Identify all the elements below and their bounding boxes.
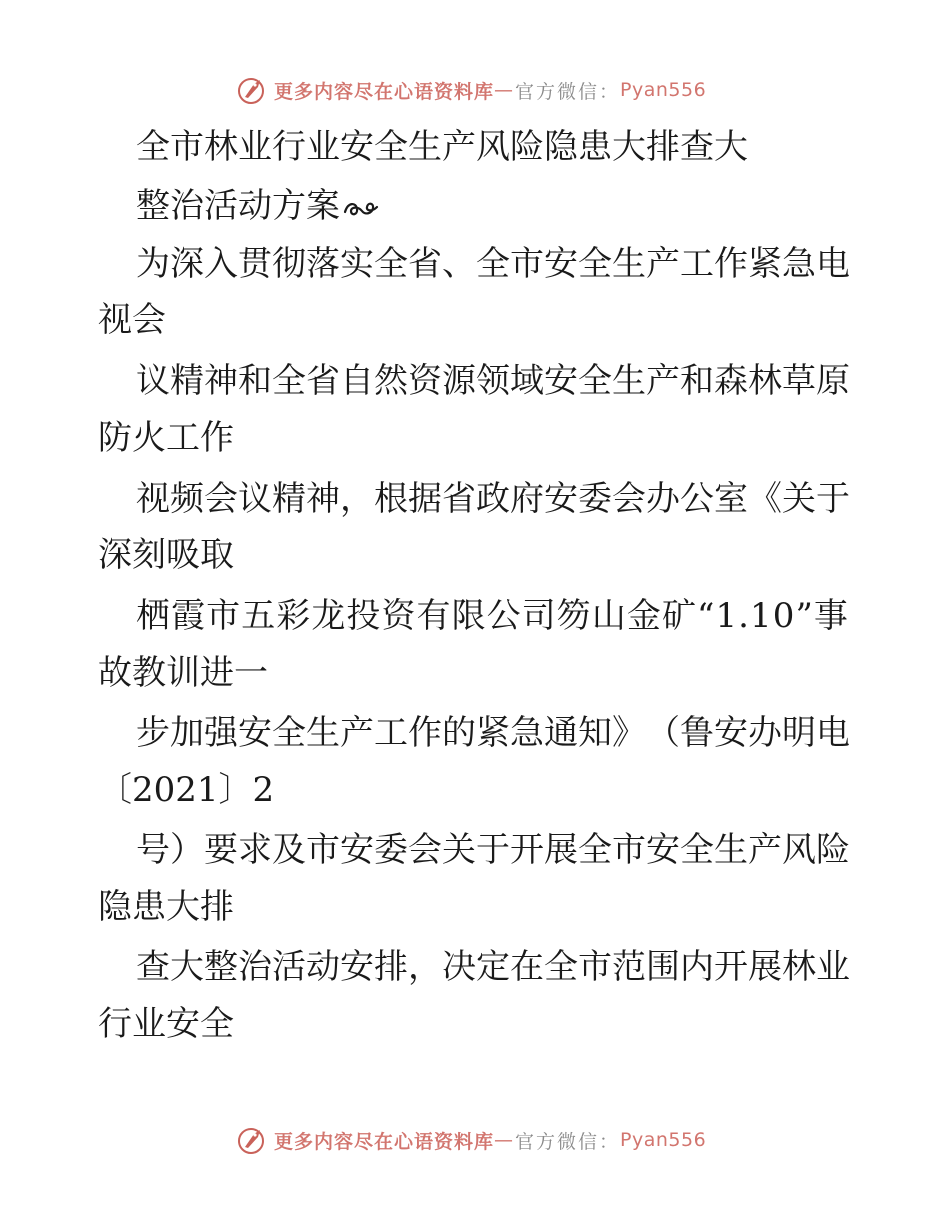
watermark-brand: 更多内容尽在心语资料库 [274,80,495,103]
body-line-14: 行业安全 [98,1004,234,1044]
watermark-brand: 更多内容尽在心语资料库 [274,1130,495,1153]
pen-nib-circle-icon [236,74,268,106]
body-line-4: 防火工作 [98,418,234,458]
watermark-dash: — [494,1129,514,1151]
body-line-8: 故教训进一 [98,653,268,693]
body-line-2: 视会 [98,300,166,340]
body-line-13: 查 大 整 治 活 动 安 排 ， 决 定 在 全 市 范 围 内 开 展 林 业 [136,947,850,987]
flourish-ornament-icon [342,196,380,220]
body-line-11: 号 ） 要 求 及 市 安 委 会 关 于 开 展 全 市 安 全 生 产 风 险 [136,830,850,870]
watermark-wechat-id: Pyan556 [620,1129,707,1151]
watermark-official-label: 官方微信： [515,80,621,103]
body-line-9: 步 加 强 安 全 生 产 工 作 的 紧 急 通 知 》 （ 鲁 安 办 明 电 [136,713,850,753]
body-line-3: 议 精 神 和 全 省 自 然 资 源 领 域 安 全 生 产 和 森 林 草 原 [136,361,850,401]
body-line-6: 深刻吸取 [98,535,234,575]
body-line-7: 栖 霞 市 五 彩 龙 投 资 有 限 公 司 笏 山 金 矿 “ 1 . 1 0 ” 事 [136,596,848,636]
document-title-text: 整治活动方案 [136,186,340,226]
watermark-dash: — [494,79,514,101]
pen-nib-circle-icon [236,1124,268,1156]
watermark-official-label: 官方微信： [515,1130,621,1153]
document-title-line-2 [136,186,380,226]
body-line-12: 隐患大排 [98,887,234,927]
watermark-wechat-id: Pyan556 [620,79,707,101]
header-watermark [236,73,706,107]
body-line-5: 视 频 会 议 精 神 ， 根 据 省 政 府 安 委 会 办 公 室 《 关 于 [136,479,850,519]
document-title-line-1: 全市林业行业安全生产风险隐患大排查大 [136,127,748,167]
footer-watermark [236,1123,706,1157]
body-line-1: 为 深 入 贯 彻 落 实 全 省 、 全 市 安 全 生 产 工 作 紧 急 电 [136,244,850,284]
body-line-10: 〔2021〕2 [98,770,275,810]
